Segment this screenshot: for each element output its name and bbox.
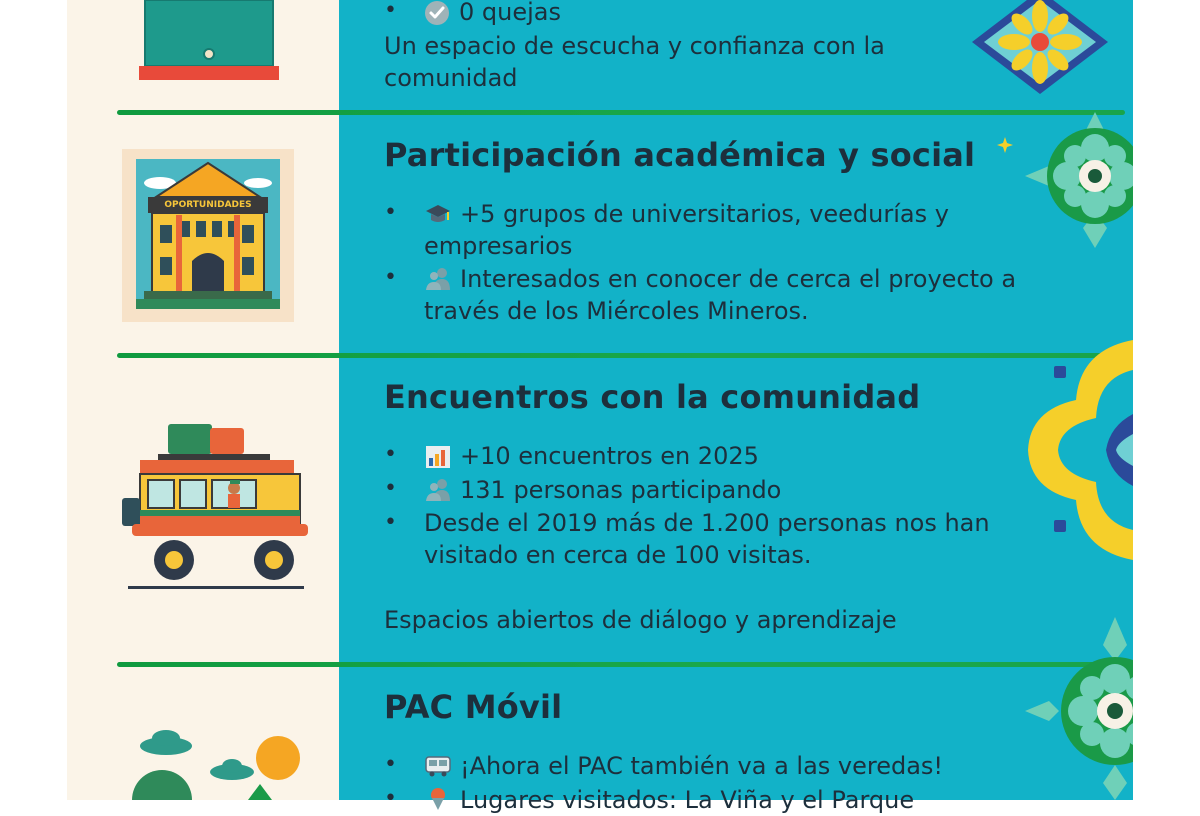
bullet-text: +10 encuentros en 2025 bbox=[460, 442, 759, 470]
people-icon bbox=[424, 477, 452, 503]
bullet-text: 131 personas participando bbox=[460, 476, 782, 504]
decorative-flower-icon bbox=[1023, 110, 1133, 250]
section-title: Participación académica y social bbox=[384, 136, 976, 174]
section-footer: Espacios abiertos de diálogo y aprendizaje bbox=[384, 606, 897, 634]
mailbox-illustration bbox=[137, 0, 281, 82]
bullet-text: Interesados en conocer de cerca el proyecto a través de los Miércoles Mineros. bbox=[424, 265, 1017, 325]
bar-chart-icon bbox=[424, 444, 452, 470]
left-illustration-panel bbox=[67, 0, 339, 800]
section-title: PAC Móvil bbox=[384, 688, 563, 726]
bullet-dot: • bbox=[384, 200, 397, 225]
sparkle-icon bbox=[996, 136, 1014, 154]
bus-icon bbox=[424, 754, 452, 778]
check-icon bbox=[424, 0, 450, 26]
bullet-text: Desde el 2019 más de 1.200 personas nos han visitado en cerca de 100 visitas. bbox=[424, 509, 990, 569]
decorative-flower-icon bbox=[1023, 615, 1133, 800]
section-title: Encuentros con la comunidad bbox=[384, 378, 921, 416]
bullet-dot: • bbox=[384, 0, 397, 23]
bullet-dot: • bbox=[384, 476, 397, 501]
pin-icon bbox=[426, 786, 450, 810]
section-description: Un espacio de escucha y confianza con la comunidad bbox=[384, 32, 885, 92]
bullet-dot: • bbox=[384, 510, 397, 535]
section-divider bbox=[117, 353, 1125, 358]
building-illustration bbox=[122, 149, 294, 322]
jeep-illustration bbox=[118, 418, 308, 590]
bullet-dot: • bbox=[384, 786, 397, 811]
landscape-illustration bbox=[118, 728, 318, 800]
bullet-text: +5 grupos de universitarios, veedurías y empresarios bbox=[424, 200, 949, 260]
bullet-dot: • bbox=[384, 442, 397, 467]
section-divider bbox=[117, 662, 1125, 667]
bullet-dot: • bbox=[384, 265, 397, 290]
decorative-tile-icon bbox=[1020, 330, 1133, 570]
building-sign: OPORTUNIDADES bbox=[164, 200, 252, 210]
bullet-text: ¡Ahora el PAC también va a las veredas! bbox=[460, 752, 944, 780]
decorative-tile-icon bbox=[968, 0, 1112, 98]
bullet-text: Lugares visitados: La Viña y el Parque bbox=[460, 786, 915, 814]
section-divider bbox=[117, 110, 1125, 115]
complaints-count: 0 quejas bbox=[459, 0, 561, 26]
bullet-dot: • bbox=[384, 752, 397, 777]
